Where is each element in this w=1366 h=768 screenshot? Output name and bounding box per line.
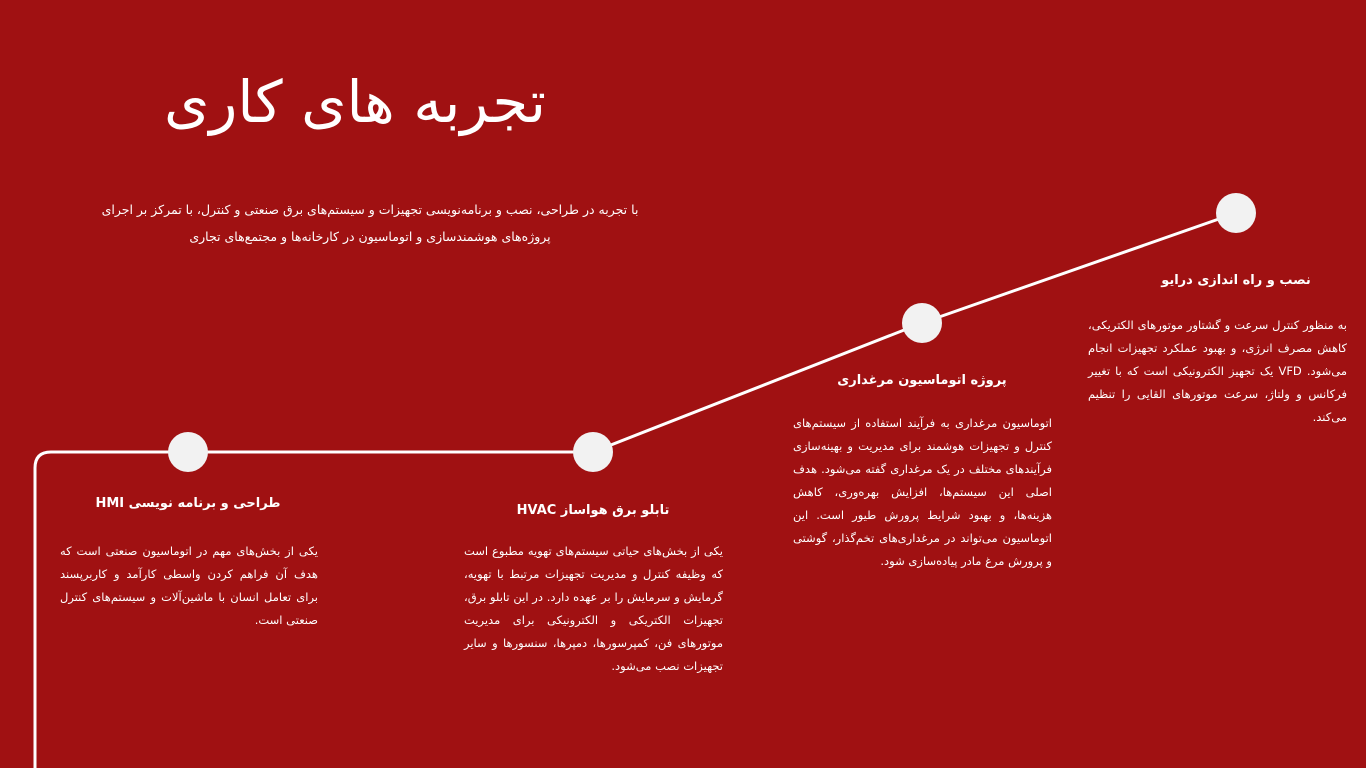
- experience-description-poultry: اتوماسیون مرغداری به فرآیند استفاده از سیستم‌های کنترل و تجهیزات هوشمند برای مدیریت و بهینه‌سازی فرآیندهای مختلف در یک مرغداری گفته می‌شود. هدف اصلی این سیستم‌ها، افزایش بهره‌وری، کاهش هزینه‌ها، و بهبود شرایط پرورش طیور است. این اتوماسیون می‌تواند در مرغداری‌های تخم‌گذار، گوشتی و پرورش مرغ مادر پیاده‌سازی شود.: [793, 416, 1052, 568]
- experience-title-hvac: تابلو برق هواساز HVAC: [516, 503, 670, 518]
- experience-description-hmi: یکی از بخش‌های مهم در اتوماسیون صنعتی است که هدف آن فراهم کردن واسطی کارآمد و کاربرپسند برای تعامل انسان با ماشین‌آلات و سیستم‌های کنترل صنعتی است.: [60, 544, 318, 627]
- timeline-node-poultry: [902, 303, 942, 343]
- intro-text: با تجربه در طراحی، نصب و برنامه‌نویسی تجهیزات و سیستم‌های برق صنعتی و کنترل، با تمرکز بر اجرای پروژه‌های هوشمندسازی و اتوماسیون در کارخانه‌ها و مجتمع‌های تجاری: [101, 202, 639, 244]
- experience-title-hmi: طراحی و برنامه نویسی HMI: [95, 496, 281, 511]
- timeline-node-hmi: [168, 432, 208, 472]
- experience-title-poultry: پروژه اتوماسیون مرغداری: [837, 373, 1007, 388]
- experience-description-drive: به منظور کنترل سرعت و گشتاور موتورهای الکتریکی، کاهش مصرف انرژی، و بهبود عملکرد تجهیزات انجام می‌شود. VFD یک تجهیز الکترونیکی است که با تغییر فرکانس و ولتاژ، سرعت موتورهای القایی را تنظیم می‌کند.: [1088, 318, 1347, 424]
- experience-description-hvac: یکی از بخش‌های حیاتی سیستم‌های تهویه مطبوع است که وظیفه کنترل و مدیریت تجهیزات مرتبط با تهویه، گرمایش و سرمایش را بر عهده دارد. در این تابلو برق، تجهیزات الکتریکی و الکترونیکی برای مدیریت موتورهای فن، کمپرسورها، دمپرها، سنسورها و سایر تجهیزات نصب می‌شود.: [464, 544, 723, 673]
- timeline-node-drive: [1216, 193, 1256, 233]
- experience-title-drive: نصب و راه اندازی درایو: [1161, 273, 1311, 288]
- timeline-node-hvac: [573, 432, 613, 472]
- page-title: تجربه های کاری: [163, 68, 547, 136]
